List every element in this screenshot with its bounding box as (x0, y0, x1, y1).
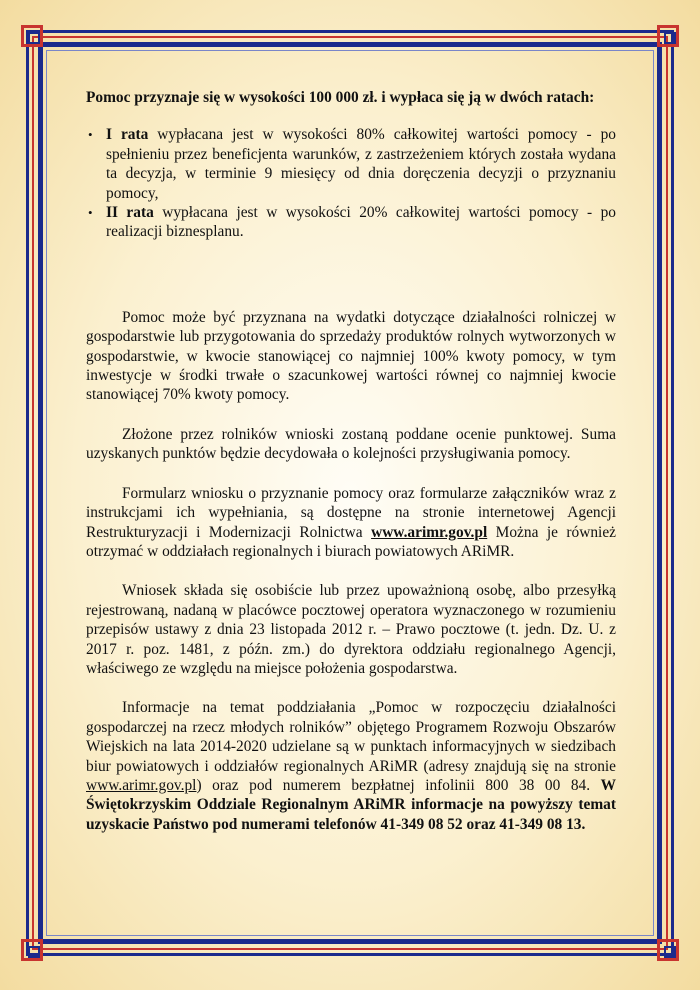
forms-text: Formularz wniosku o przyznanie pomocy oraz formularze załączników wraz z instrukcjami ich wypełniania, są dostępne na stronie internetowej Agencji Restrukturyzacji i Modernizacji Rolnictwa (86, 484, 616, 541)
rate-text: wypłacana jest w wysokości 20% całkowitej wartości pomocy - po realizacji biznesplanu. (106, 204, 616, 241)
rate-label: I rata (106, 126, 149, 144)
corner-ornament-bottom-right (657, 939, 679, 961)
rate-text: wypłacana jest w wysokości 80% całkowitej wartości pomocy - po spełnieniu przez beneficjenta warunków, z zastrzeżeniem których została wydana ta decyzja, w terminie 9 miesięcy od dnia doręczenia decyzji o przyznaniu pomocy, (106, 126, 616, 202)
list-item-rate-1 (88, 125, 616, 203)
document-body (86, 88, 616, 834)
paragraph-expenses: Pomoc może być przyznana na wydatki dotyczące działalności rolniczej w gospodarstwie lub przygotowania do sprzedaży produktów rolnych wytworzonych w gospodarstwie, w kwocie stanowiącej co najmniej 100% kwoty pomocy, w tym inwestycje w środki trwałe o szacunkowej wartości równej co najmniej kwocie stanowiącej 70% kwoty pomocy. (86, 308, 616, 404)
contact-phones: W Świętokrzyskim Oddziale Regionalnym ARiMR informacje na powyższy temat uzyskacie Państwo pod numerami telefonów 41-349 08 52 oraz 41-349 08 13. (86, 776, 616, 833)
paragraph-scoring: Złożone przez rolników wnioski zostaną poddane ocenie punktowej. Suma uzyskanych punktów będzie decydowała o kolejności przysługiwania pomocy. (86, 425, 616, 463)
paragraph-forms (86, 484, 616, 562)
rates-list (86, 125, 616, 241)
rate-label: II rata (106, 204, 154, 222)
arimr-website-link[interactable]: www.arimr.gov.pl (86, 776, 197, 794)
paragraph-information (86, 698, 616, 834)
corner-ornament-top-left (21, 25, 43, 47)
arimr-website-link[interactable]: www.arimr.gov.pl (371, 523, 488, 541)
paragraph-submission: Wniosek składa się osobiście lub przez upoważnioną osobę, albo przesyłką rejestrowaną, nadaną w placówce pocztowej operatora wyznaczonego w rozumieniu przepisów ustawy z dnia 23 listopada 2012 r. – Prawo pocztowe (t. jedn. Dz. U. z 2017 r. poz. 1481, z późn. zm.) do dyrektora oddziału regionalnego Agencji, właściwego ze względu na miejsce położenia gospodarstwa. (86, 582, 616, 677)
bullet-icon: • (88, 205, 93, 221)
info-text: Informacje na temat poddziałania „Pomoc w rozpoczęciu działalności gospodarczej na rzecz młodych rolników” objętego Programem Rozwoju Obszarów Wiejskich na lata 2014-2020 udzielane są w punktach informacyjnych w siedzibach biur powiatowych i oddziałów regionalnych ARiMR (adresy znajdują się na stronie (86, 699, 616, 775)
corner-ornament-top-right (657, 25, 679, 47)
corner-ornament-bottom-left (21, 939, 43, 961)
info-text-middle: ) oraz pod numerem bezpłatnej infolinii 800 38 00 84. (196, 776, 601, 794)
list-item-rate-2 (88, 203, 616, 242)
bullet-icon: • (88, 127, 93, 143)
aid-heading: Pomoc przyznaje się w wysokości 100 000 zł. i wypłaca się ją w dwóch ratach: (86, 89, 595, 106)
forms-text-after: Można je również otrzymać w oddziałach regionalnych i biurach powiatowych ARiMR. (86, 523, 616, 560)
